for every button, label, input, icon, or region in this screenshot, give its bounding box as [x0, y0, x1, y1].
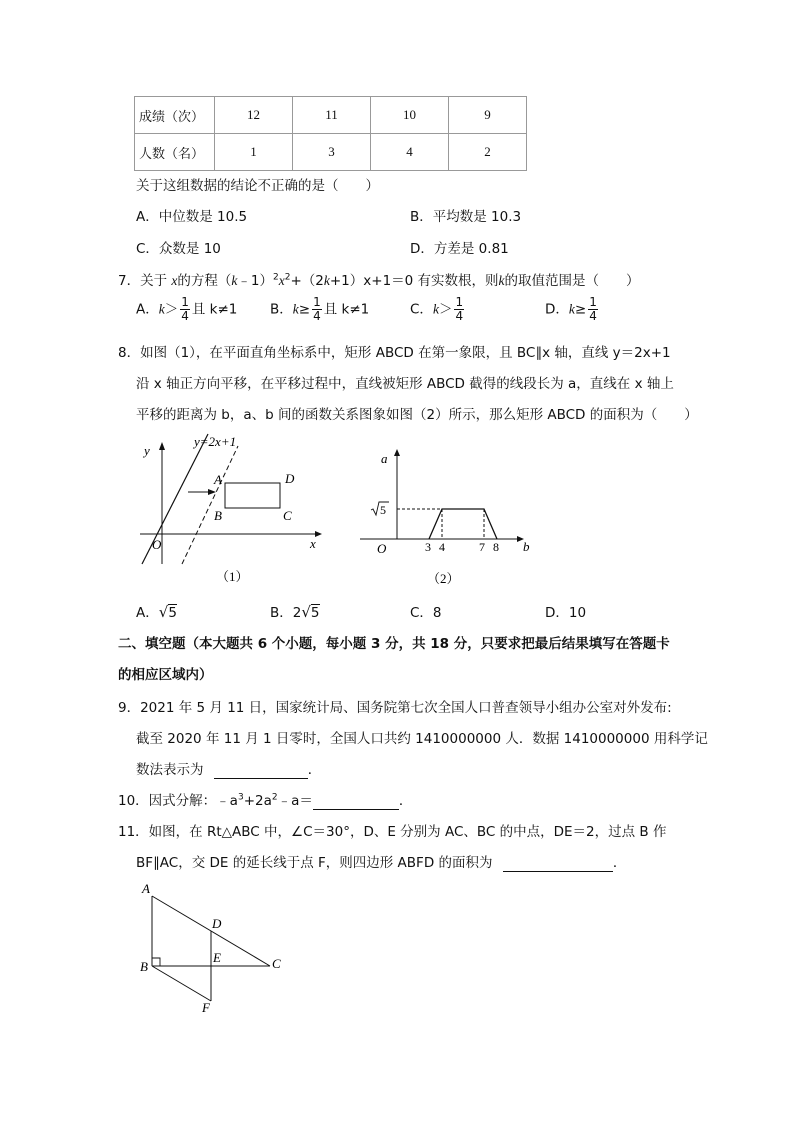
label-sqrt5: 5	[380, 503, 386, 517]
label-O: O	[377, 541, 387, 556]
q6-option-c: C．众数是 10	[136, 241, 221, 257]
label-B: B	[214, 508, 222, 523]
section-2-heading-line-2: 的相应区域内）	[118, 667, 213, 683]
q8-option-d: D．10	[545, 605, 587, 621]
table-cell: 11	[293, 97, 371, 134]
table-cell: 9	[449, 97, 527, 134]
tick-7: 7	[479, 540, 485, 554]
table-header-cell: 人数（名）	[135, 134, 215, 171]
tick-8: 8	[493, 540, 499, 554]
q6-option-b: B．平均数是 10.3	[410, 209, 522, 225]
q8-line-3: 平移的距离为 b，a、b 间的函数关系图象如图（2）所示，那么矩形 ABCD 的面积为（ ）	[136, 407, 698, 423]
label-E: E	[213, 950, 221, 965]
label-O: O	[152, 537, 162, 552]
fraction: $\frac{1}{4}$	[181, 295, 189, 323]
q9-line-1: 9．2021 年 5 月 11 日，国家统计局、国务院第七次全国人口普查领导小组办公室对外发布:	[118, 700, 672, 716]
q11-line-2: BF∥AC，交 DE 的延长线于点 F，则四边形 ABFD 的面积为 ．	[136, 855, 627, 871]
scores-table	[134, 96, 527, 171]
label-A: A	[214, 472, 222, 487]
q7-option-c: C．k＞ $\frac{1}{4}$	[410, 295, 464, 323]
label-C: C	[283, 508, 292, 523]
q11-line-1: 11．如图，在 Rt△ABC 中，∠C＝30°，D、E 分别为 AC、BC 的中点，DE＝2，过点 B 作	[118, 824, 667, 840]
q8-line-1: 8．如图（1），在平面直角坐标系中，矩形 ABCD 在第一象限，且 BC∥x 轴，直线 y＝2x+1	[118, 345, 671, 361]
q9-line-3: 数法表示为 ．	[136, 762, 322, 778]
figure-1-caption: （1）	[216, 569, 249, 584]
figure-2-caption: （2）	[427, 571, 460, 586]
q9-answer-blank[interactable]	[214, 762, 308, 779]
q7-option-b: B．k≥ $\frac{1}{4}$ 且 k≠1	[270, 295, 370, 323]
q9-line-2: 截至 2020 年 11 月 1 日零时，全国人口共约 1410000000 人．数据 1410000000 用科学记	[136, 731, 708, 747]
table-cell: 4	[371, 134, 449, 171]
label-a: a	[381, 451, 388, 466]
q7-option-d: D．k≥ $\frac{1}{4}$	[545, 295, 597, 323]
q6-option-d: D．方差是 0.81	[410, 241, 509, 257]
q10-stem: 10．因式分解：$﹣a^3+2a^2﹣a=$ ．	[118, 792, 413, 809]
tick-3: 3	[425, 540, 431, 554]
table-row	[135, 134, 527, 171]
figure-q11-triangle	[135, 876, 295, 1016]
label-F: F	[202, 1000, 210, 1015]
label-line-equation: y=2x+1	[194, 434, 237, 449]
label-b: b	[523, 539, 530, 554]
q8-option-a: A．√5	[136, 603, 177, 621]
q7-stem: 7．关于 x的方程$(k﹣1)^2x^2+(2k+1)x+1=0$ 有实数根，则k的取值范围是（ ）	[118, 272, 640, 289]
fraction: $\frac{1}{4}$	[313, 295, 321, 323]
q8-option-c: C．8	[410, 605, 442, 621]
q8-line-2: 沿 x 轴正方向平移，在平移过程中，直线被矩形 ABCD 截得的线段长为 a，直线在 x 轴上	[136, 376, 674, 392]
q6-stem: 关于这组数据的结论不正确的是（ ）	[136, 178, 379, 194]
table-cell: 3	[293, 134, 371, 171]
table-cell: 12	[215, 97, 293, 134]
table-cell: 1	[215, 134, 293, 171]
q6-option-a: A．中位数是 10.5	[136, 209, 248, 225]
label-A: A	[142, 881, 150, 896]
q7-option-a: A．k＞ $\frac{1}{4}$ 且 k≠1	[136, 295, 238, 323]
label-y: y	[144, 443, 150, 458]
label-D: D	[285, 471, 295, 486]
q10-answer-blank[interactable]	[313, 793, 399, 810]
label-x: x	[310, 536, 316, 551]
fraction: $\frac{1}{4}$	[589, 295, 597, 323]
q8-option-b: B．2√5	[270, 603, 320, 621]
figure-1-coordinate-plane	[130, 428, 330, 593]
tick-4: 4	[439, 540, 445, 554]
label-B: B	[140, 959, 148, 974]
label-D: D	[212, 916, 222, 931]
label-C: C	[272, 956, 281, 971]
figure-2-function-graph	[355, 445, 540, 595]
table-cell: 2	[449, 134, 527, 171]
fraction: $\frac{1}{4}$	[455, 295, 464, 323]
table-row	[135, 97, 527, 134]
table-cell: 10	[371, 97, 449, 134]
section-2-heading-line-1: 二、填空题（本大题共 6 个小题，每小题 3 分，共 18 分，只要求把最后结果填写在答题卡	[118, 636, 670, 652]
q11-answer-blank[interactable]	[503, 855, 613, 872]
table-header-cell: 成绩（次）	[135, 97, 215, 134]
